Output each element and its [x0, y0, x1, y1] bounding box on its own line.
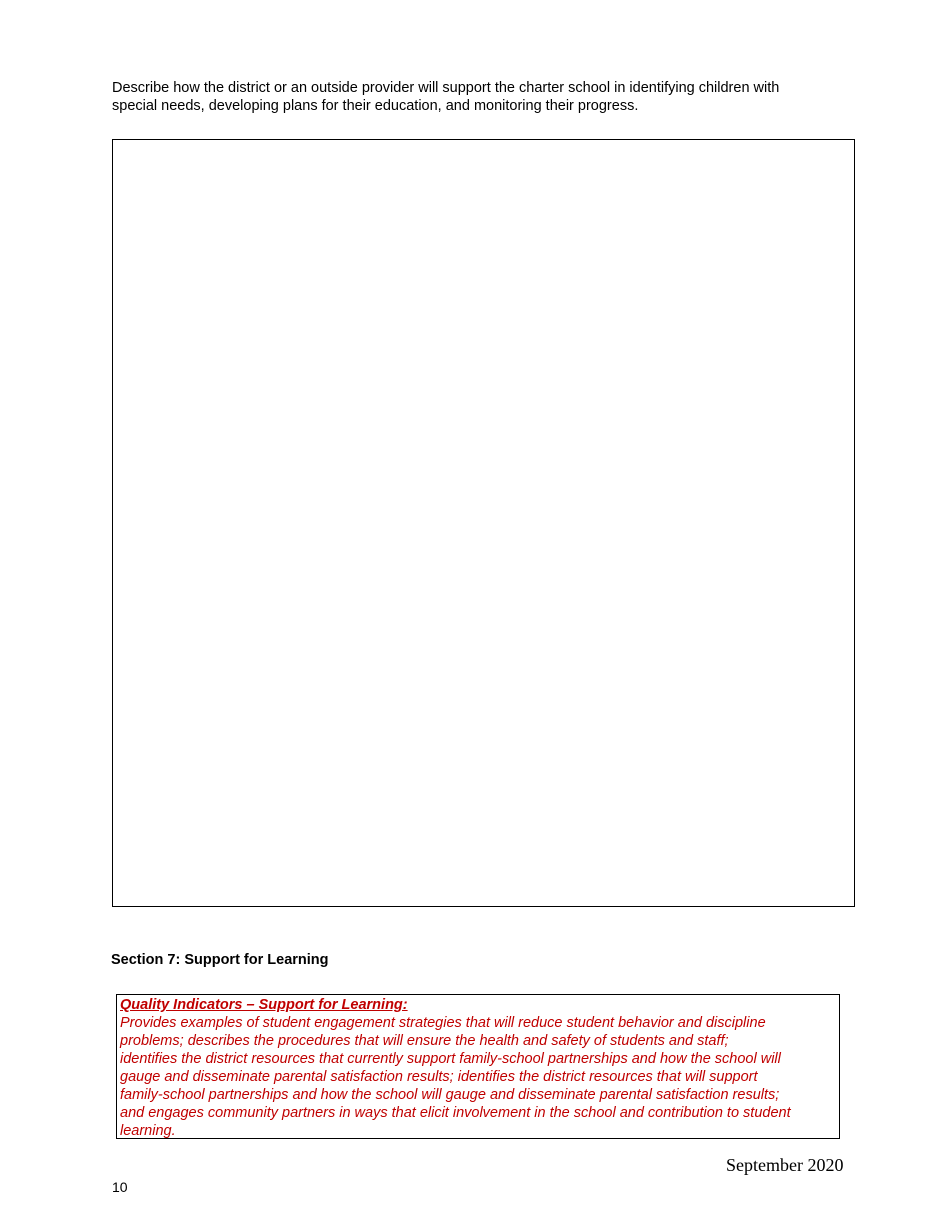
quality-indicators-line: family-school partnerships and how the school will gauge and disseminate parental satisfaction results;	[120, 1087, 780, 1103]
prompt-line: Describe how the district or an outside provider will support the charter school in identifying children with	[112, 80, 780, 96]
quality-indicators-line: problems; describes the procedures that will ensure the health and safety of students and staff;	[120, 1033, 729, 1049]
page-number: 10	[112, 1179, 128, 1195]
quality-indicators-box	[116, 994, 840, 1139]
answer-text-box[interactable]	[112, 139, 855, 907]
prompt-line: special needs, developing plans for their education, and monitoring their progress.	[112, 98, 639, 114]
quality-indicators-line: identifies the district resources that currently support family-school partnerships and how the school will	[120, 1051, 781, 1067]
quality-indicators-line: Provides examples of student engagement strategies that will reduce student behavior and discipline	[120, 1015, 766, 1031]
section-heading: Section 7: Support for Learning	[111, 952, 329, 968]
quality-indicators-title: Quality Indicators – Support for Learning:	[120, 997, 408, 1013]
quality-indicators-line: learning.	[120, 1123, 176, 1139]
quality-indicators-line: gauge and disseminate parental satisfaction results; identifies the district resources that will support	[120, 1069, 758, 1085]
question-prompt	[112, 79, 852, 115]
quality-indicators-line: and engages community partners in ways that elicit involvement in the school and contribution to student	[120, 1105, 791, 1121]
footer-date: September 2020	[726, 1155, 844, 1175]
